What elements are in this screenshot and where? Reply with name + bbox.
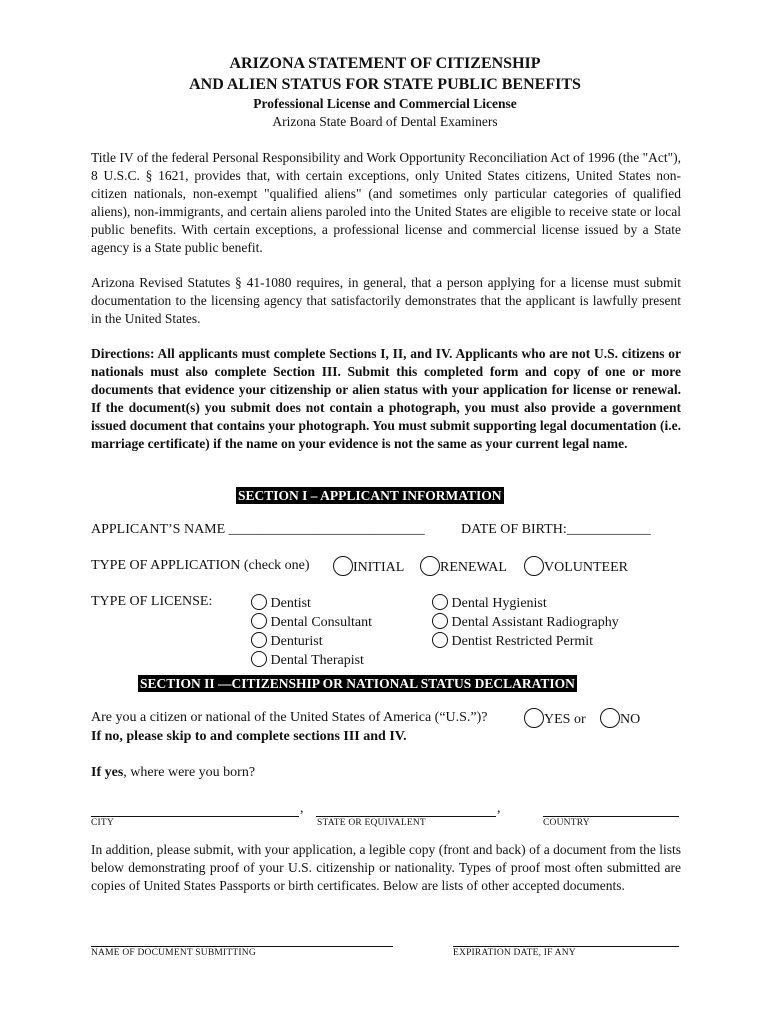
dental-assistant-radiography-label: Dental Assistant Radiography xyxy=(451,615,619,630)
denturist-radio[interactable] xyxy=(251,632,267,648)
license-option-denturist[interactable] xyxy=(251,632,372,651)
citizen-yes-option[interactable] xyxy=(524,708,586,728)
dental-therapist-radio[interactable] xyxy=(251,651,267,667)
no-label: NO xyxy=(620,712,641,727)
dental-consultant-radio[interactable] xyxy=(251,613,267,629)
application-type-label: TYPE OF APPLICATION (check one) xyxy=(91,558,310,573)
license-option-dental-assistant-radiography[interactable] xyxy=(432,613,619,632)
birthplace-question xyxy=(91,765,255,781)
section2-heading-text: SECTION II —CITIZENSHIP OR NATIONAL STATUS DECLARATION xyxy=(140,676,575,691)
yes-radio[interactable] xyxy=(524,708,544,728)
document-submission-paragraph: In addition, please submit, with your application, a legible copy (front and back) of a document from the lists below demonstrating proof of your U.S. citizenship or nationality. Types of proof most often submitted are copies of United States Passports or birth certificates. Below are lists of other accepted documents. xyxy=(91,842,681,893)
license-type-label: TYPE OF LICENSE: xyxy=(91,594,213,609)
dental-hygienist-label: Dental Hygienist xyxy=(451,596,547,611)
dental-therapist-label: Dental Therapist xyxy=(270,653,364,668)
license-option-dental-therapist[interactable] xyxy=(251,651,372,670)
license-option-dental-hygienist[interactable] xyxy=(432,594,619,613)
dental-assistant-radiography-radio[interactable] xyxy=(432,613,448,629)
expiration-date-input[interactable] xyxy=(453,930,679,947)
denturist-label: Denturist xyxy=(270,634,323,649)
initial-label: INITIAL xyxy=(353,560,405,575)
volunteer-label: VOLUNTEER xyxy=(544,560,628,575)
renewal-label: RENEWAL xyxy=(440,560,507,575)
license-options-col2 xyxy=(432,594,619,651)
form-subtitle: Professional License and Commercial License xyxy=(253,96,517,111)
section1-heading xyxy=(236,487,504,505)
application-type-renewal[interactable] xyxy=(420,556,507,576)
yes-label: YES or xyxy=(544,712,586,727)
comma-2: , xyxy=(497,801,501,816)
form-title-line2: AND ALIEN STATUS FOR STATE PUBLIC BENEFITS xyxy=(189,76,581,93)
license-option-dentist[interactable] xyxy=(251,594,372,613)
application-type-initial[interactable] xyxy=(333,556,404,576)
application-type-volunteer[interactable] xyxy=(524,556,628,576)
intro-paragraph-1: Title IV of the federal Personal Responsibility and Work Opportunity Reconciliation Act of 1996 (the "Act"), 8 U.S.C. § 1621, provides that, with certain exceptions, only United States citizens, United States non-citizen nationals, non-exempt "qualified aliens" (and sometimes only particular categories of qualified aliens), non-immigrants, and certain aliens paroled into the United States are eligible to receive state or local public benefits. With certain exceptions, a professional license and commercial license issued by a State agency is a State public benefit. xyxy=(91,150,681,255)
agency-name: Arizona State Board of Dental Examiners xyxy=(272,114,498,129)
state-label: STATE OR EQUIVALENT xyxy=(317,818,426,828)
document-name-input[interactable] xyxy=(91,930,393,947)
initial-radio[interactable] xyxy=(333,556,353,576)
applicant-name-field[interactable]: APPLICANT’S NAME ____________________________ xyxy=(91,522,425,537)
license-option-dentist-restricted-permit[interactable] xyxy=(432,632,619,651)
dentist-radio[interactable] xyxy=(251,594,267,610)
if-yes-bold: If yes xyxy=(91,765,124,780)
dentist-label: Dentist xyxy=(270,596,311,611)
no-radio[interactable] xyxy=(600,708,620,728)
state-input[interactable] xyxy=(316,800,496,817)
dentist-restricted-permit-radio[interactable] xyxy=(432,632,448,648)
section2-heading xyxy=(138,675,577,693)
document-name-label: NAME OF DOCUMENT SUBMITTING xyxy=(91,948,256,958)
citizen-question: Are you a citizen or national of the United States of America (“U.S.”)? xyxy=(91,710,488,725)
volunteer-radio[interactable] xyxy=(524,556,544,576)
skip-note: If no, please skip to and complete sections III and IV. xyxy=(91,729,407,744)
license-option-dental-consultant[interactable] xyxy=(251,613,372,632)
city-input[interactable] xyxy=(91,800,299,817)
intro-paragraph-2: Arizona Revised Statutes § 41-1080 requires, in general, that a person applying for a license must submit documentation to the licensing agency that satisfactorily demonstrates that the applicant is lawfully present in the United States. xyxy=(91,275,681,326)
form-title-line1: ARIZONA STATEMENT OF CITIZENSHIP xyxy=(229,55,541,72)
comma-1: , xyxy=(300,801,304,816)
dentist-restricted-permit-label: Dentist Restricted Permit xyxy=(451,634,594,649)
birthplace-question-rest: , where were you born? xyxy=(123,765,256,780)
expiration-date-label: EXPIRATION DATE, IF ANY xyxy=(453,948,576,958)
section1-heading-text: SECTION I – APPLICANT INFORMATION xyxy=(238,488,502,503)
country-input[interactable] xyxy=(543,800,679,817)
citizen-no-option[interactable] xyxy=(600,708,640,728)
license-options-col1 xyxy=(251,594,372,670)
country-label: COUNTRY xyxy=(543,818,590,828)
dental-hygienist-radio[interactable] xyxy=(432,594,448,610)
city-label: CITY xyxy=(91,818,114,828)
dental-consultant-label: Dental Consultant xyxy=(270,615,372,630)
date-of-birth-field[interactable]: DATE OF BIRTH:____________ xyxy=(461,522,651,537)
directions-paragraph: Directions: All applicants must complete Sections I, II, and IV. Applicants who are not U.S. citizens or nationals must also complete Section III. Submit this completed form and copy of one or more documents that evidence your citizenship or alien status with your application for license or renewal. If the document(s) you submit does not contain a photograph, you must also provide a government issued document that contains your photograph. You must submit supporting legal documentation (i.e. marriage certificate) if the name on your evidence is not the same as your current legal name. xyxy=(91,346,681,451)
renewal-radio[interactable] xyxy=(420,556,440,576)
